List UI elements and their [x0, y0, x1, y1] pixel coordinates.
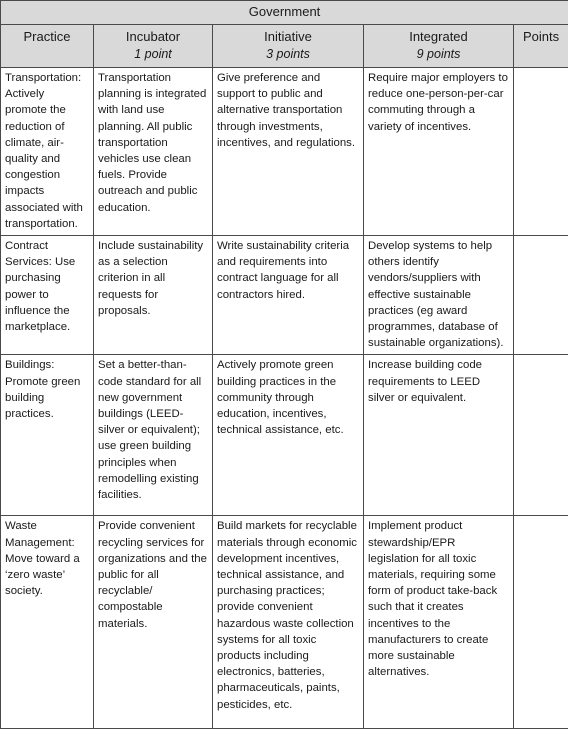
- points-cell[interactable]: [514, 68, 568, 236]
- points-cell[interactable]: [514, 355, 568, 516]
- practice-cell: Contract Services: Use purchasing power to influence the marketplace.: [1, 236, 94, 355]
- incubator-points: 1 point: [134, 47, 172, 61]
- header-integrated: Integrated 9 points: [364, 25, 514, 68]
- integrated-cell: Increase building code requirements to LEED silver or equivalent.: [364, 355, 514, 516]
- table-row: [1, 68, 568, 236]
- initiative-cell: Give preference and support to public and alternative transportation through investments, incentives, and regulations.: [213, 68, 364, 236]
- header-points: Points: [514, 25, 568, 68]
- table-row: [1, 516, 568, 729]
- header-row: [1, 25, 568, 68]
- table-row: [1, 355, 568, 516]
- practice-cell: Transportation: Actively promote the reduction of climate, air-quality and congestion impacts associated with transportation.: [1, 68, 94, 236]
- integrated-points: 9 points: [416, 47, 461, 61]
- header-practice: Practice: [1, 25, 94, 68]
- initiative-cell: Actively promote green building practices in the community through education, incentives, technical assistance, etc.: [213, 355, 364, 516]
- integrated-cell: Require major employers to reduce one-person-per-car commuting through a variety of incentives.: [364, 68, 514, 236]
- initiative-cell: Build markets for recyclable materials through economic development incentives, technical assistance, and purchasing practices; provide convenient hazardous waste collection systems for all toxic products including electronics, batteries, pharmaceuticals, paints, pesticides, etc.: [213, 516, 364, 729]
- practice-cell: Buildings: Promote green building practices.: [1, 355, 94, 516]
- points-cell[interactable]: [514, 236, 568, 355]
- incubator-cell: Provide convenient recycling services for organizations and the public for all recyclable/ compostable materials.: [94, 516, 213, 729]
- incubator-cell: Include sustainability as a selection criterion in all requests for proposals.: [94, 236, 213, 355]
- integrated-cell: Implement product stewardship/EPR legislation for all toxic materials, requiring some form of product take-back such that it creates incentives to the manufacturers to create more sustainable alternatives.: [364, 516, 514, 729]
- practice-cell: Waste Management: Move toward a ‘zero waste’ society.: [1, 516, 94, 729]
- integrated-cell: Develop systems to help others identify vendors/suppliers with effective sustainable practices (eg award programmes, database of sustainable organizations).: [364, 236, 514, 355]
- incubator-cell: Transportation planning is integrated with land use planning. All public transportation vehicles use clean fuels. Provide outreach and public education.: [94, 68, 213, 236]
- points-cell[interactable]: [514, 516, 568, 729]
- table-title: Government: [1, 1, 568, 25]
- initiative-points: 3 points: [266, 47, 310, 61]
- header-initiative: Initiative 3 points: [213, 25, 364, 68]
- incubator-cell: Set a better-than-code standard for all new government buildings (LEED-silver or equivalent); use green building principles when remodelling existing facilities.: [94, 355, 213, 516]
- initiative-cell: Write sustainability criteria and requirements into contract language for all contractors hired.: [213, 236, 364, 355]
- header-incubator: Incubator 1 point: [94, 25, 213, 68]
- table-row: [1, 236, 568, 355]
